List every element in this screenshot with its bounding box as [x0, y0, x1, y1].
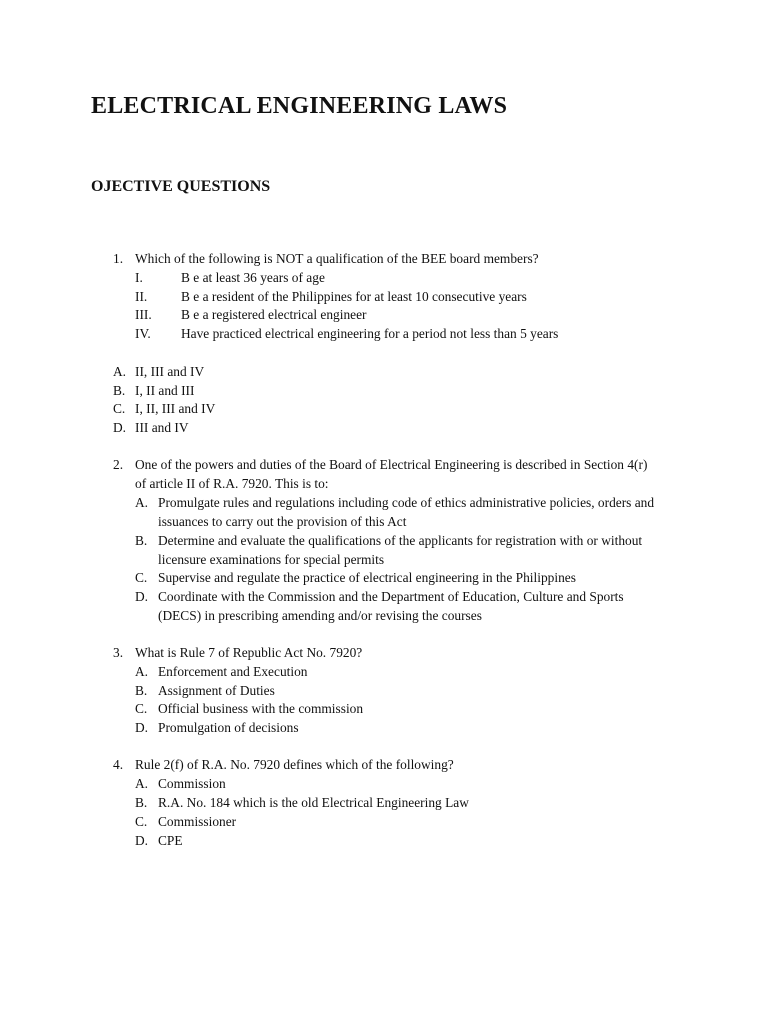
- question-number: 3.: [113, 645, 124, 660]
- choice-letter: A.: [135, 495, 149, 510]
- statement-text: B e a registered electrical engineer: [181, 307, 367, 322]
- question-text: of article II of R.A. 7920. This is to:: [135, 476, 329, 491]
- choice-text: I, II and III: [135, 383, 195, 398]
- choice-letter: C.: [113, 401, 126, 416]
- choice-letter: D.: [135, 833, 149, 848]
- question-number: 2.: [113, 457, 124, 472]
- question-number: 1.: [113, 251, 124, 266]
- choice-text: (DECS) in prescribing amending and/or revising the courses: [158, 608, 482, 623]
- choice-letter: B.: [135, 683, 148, 698]
- statement-text: Have practiced electrical engineering for a period not less than 5 years: [181, 326, 559, 341]
- choice-letter: B.: [113, 383, 126, 398]
- choice-text: Promulgation of decisions: [158, 720, 299, 735]
- choice-text: issuances to carry out the provision of this Act: [158, 514, 407, 529]
- document-title: ELECTRICAL ENGINEERING LAWS: [91, 93, 508, 119]
- choice-text: CPE: [158, 833, 183, 848]
- question-text: What is Rule 7 of Republic Act No. 7920?: [135, 645, 363, 660]
- roman-numeral: IV.: [135, 326, 151, 341]
- choice-letter: C.: [135, 570, 148, 585]
- choice-text: Supervise and regulate the practice of electrical engineering in the Philippines: [158, 570, 576, 585]
- choice-letter: A.: [135, 664, 149, 679]
- choice-letter: C.: [135, 814, 148, 829]
- choice-text: Promulgate rules and regulations including code of ethics administrative policies, orders and: [158, 495, 655, 510]
- question-text: Which of the following is NOT a qualification of the BEE board members?: [135, 251, 539, 266]
- choice-text: Coordinate with the Commission and the Department of Education, Culture and Sports: [158, 589, 624, 604]
- choice-letter: A.: [135, 776, 149, 791]
- choice-text: Determine and evaluate the qualifications of the applicants for registration with or without: [158, 533, 643, 548]
- choice-letter: D.: [113, 420, 127, 435]
- question-text: One of the powers and duties of the Board of Electrical Engineering is described in Section 4(r): [135, 457, 648, 472]
- choice-letter: D.: [135, 589, 149, 604]
- choice-text: II, III and IV: [135, 364, 205, 379]
- roman-numeral: III.: [135, 307, 152, 322]
- question-number: 4.: [113, 757, 124, 772]
- choice-text: licensure examinations for special permits: [158, 552, 385, 567]
- choice-text: III and IV: [135, 420, 189, 435]
- choice-text: R.A. No. 184 which is the old Electrical Engineering Law: [158, 795, 469, 810]
- question-text: Rule 2(f) of R.A. No. 7920 defines which of the following?: [135, 757, 454, 772]
- choice-letter: C.: [135, 701, 148, 716]
- choice-letter: B.: [135, 533, 148, 548]
- roman-numeral: II.: [135, 289, 148, 304]
- roman-numeral: I.: [135, 270, 143, 285]
- choice-text: I, II, III and IV: [135, 401, 216, 416]
- choice-letter: B.: [135, 795, 148, 810]
- choice-text: Assignment of Duties: [158, 683, 275, 698]
- choice-letter: A.: [113, 364, 127, 379]
- statement-text: B e a resident of the Philippines for at least 10 consecutive years: [181, 289, 527, 304]
- statement-text: B e at least 36 years of age: [181, 270, 325, 285]
- choice-letter: D.: [135, 720, 149, 735]
- choice-text: Commissioner: [158, 814, 237, 829]
- section-heading: OJECTIVE QUESTIONS: [91, 178, 271, 195]
- choice-text: Enforcement and Execution: [158, 664, 308, 679]
- choice-text: Commission: [158, 776, 226, 791]
- choice-text: Official business with the commission: [158, 701, 364, 716]
